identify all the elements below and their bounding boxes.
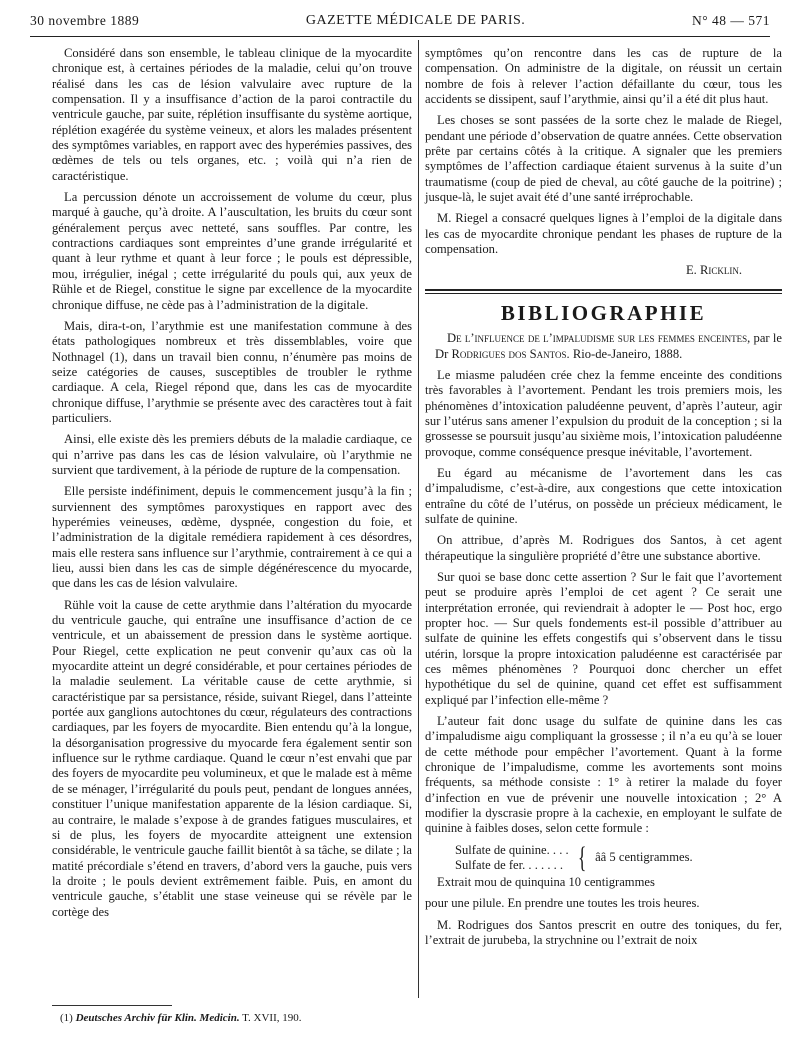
paragraph: Mais, dira-t-on, l’arythmie est une manifestation commune à des états pathologiques nombreux et très dissemblables, voire que Nothnagel (1), dans un travail bien connu, n’énumère pas moins de seize catégories de causes, susceptibles de troubler le rythme cardiaque. A cela, Riegel répond que, dans les cas de myocardite chronique diffuse, l’arythmie se présente avec des caractères tout à fait particuliers.	[52, 318, 412, 425]
left-column	[52, 46, 412, 926]
book-place: Rio-de-Janeiro, 1888.	[572, 346, 683, 361]
book-by: par le Dr	[435, 331, 782, 361]
brace-glyph: {	[577, 840, 587, 874]
prescription-formula	[455, 840, 782, 874]
footnote-source: Deutsches Archiv für Klin. Medicin.	[75, 1012, 240, 1024]
paragraph: M. Rodrigues dos Santos prescrit en outre des toniques, du fer, l’extrait de jurubeba, la strychnine ou l’extrait de noix	[425, 917, 782, 947]
formula-extract: Extrait mou de quinquina 10 centigrammes	[437, 874, 655, 889]
paragraph: Les choses se sont passées de la sorte chez le malade de Riegel, pendant une période d’observation de quatre années. Cette observation prête par certains côtés à la critique. A signaler que les premiers symptômes de l’affection cardiaque étaient survenus à la suite d’un traumatisme (coup de pied de cheval, au côté gauche de la poitrine) ; jusque-là, le sujet avait été d’une santé irréprochable.	[425, 113, 782, 205]
paragraph: Eu égard au mécanisme de l’avortement dans les cas d’impaludisme, c’est-à-dire, aux congestions que cette intoxication entraîne du côté de l’utérus, on possède un précieux médicament, le sulfate de quinine.	[425, 465, 782, 526]
author-signature: E. Ricklin.	[685, 263, 742, 278]
formula-dose: ââ 5 centigrammes.	[595, 850, 693, 865]
right-column	[425, 46, 782, 954]
formula-ingredient: Sulfate de quinine. . . .	[455, 842, 569, 857]
paragraph: Ainsi, elle existe dès les premiers débuts de la maladie cardiaque, ce qui n’arrive pas dans les cas de lésion valvulaire, où l’arythmie ne survient que tardivement, à la période de rupture de la compensation.	[52, 432, 412, 477]
paragraph: Considéré dans son ensemble, le tableau clinique de la myocardite chronique est, à certaines périodes de la maladie, celui qu’on trouve réalisé dans les cas de lésion valvulaire avec rupture de la compensation. Il y a insuffisance d’action de la paroi contractile du ventricule gauche, par suite, réplétion insuffisante du système aortique, réplétion exagérée du système veineux, et alors les malades présentent des symptômes variables, en rapport avec des hyperémies passives, des œdèmes de tels ou tels organes, etc. ; voilà qui n’a rien de caractéristique.	[52, 46, 412, 183]
book-title: De l’influence de l’impaludisme sur les femmes enceintes,	[447, 331, 751, 346]
paragraph: symptômes qu’on rencontre dans les cas de rupture de la compensation. On administre de la digitale, on réussit un certain nombre de fois à relever l’action défaillante du cœur, tous les accidents se dissipent, sauf l’arythmie, ainsi qu’il a été dit plus haut.	[425, 46, 782, 107]
paragraph: La percussion dénote un accroissement de volume du cœur, plus marqué à gauche, qu’à droite. A l’auscultation, les bruits du cœur sont généralement perçus avec netteté, sans souffles. Par contre, les contractions cardiaques sont empreintes d’une grande irrégularité et quant à leur rythme et quant à leur force ; le pouls est dépressible, mou, irrégulier, inégal ; cette irrégularité du pouls qui, aux yeux de Rühle et de Riegel, constitue le signe par excellence de la myocardite chronique diffuse, ne cède pas à l’administration de la digitale.	[52, 190, 412, 312]
paragraph: M. Riegel a consacré quelques lignes à l’emploi de la digitale dans les cas de myocardite chronique pendant les phases de rupture de la compensation.	[425, 211, 782, 257]
column-divider	[418, 40, 419, 998]
paragraph: On attribue, d’après M. Rodrigues dos Santos, à cet agent thérapeutique la singulière propriété d’être une substance abortive.	[425, 533, 782, 563]
paragraph: Rühle voit la cause de cette arythmie dans l’altération du myocarde du ventricule gauche, qui entraîne une insuffisance d’action de ce ventricule, et un abaissement de pression dans le système aortique. Pour Riegel, cette explication ne peut convenir qu’aux cas où la myocardite atteint un degré considérable, et pour certaines périodes de la maladie seulement. La véritable cause de cette arythmie, si caractéristique par sa persistance, réside, suivant Riegel, dans l’atteinte portée aux ganglions autochtones du cœur, régulateurs des contractions cardiaques, par les foyers de myocardite. Bien entendu qu’à la longue, la désorganisation progressive du myocarde fera également sentir son influence sur le rythme cardiaque. Quand le cœur n’est envahi que par des foyers de myocardite peu volumineux, et que le malade est à même de se ménager, l’irrégularité du pouls peut, pendant de longues années, constituer l’unique manifestation apparente de la lésion cardiaque. Si, au contraire, le malade s’expose à de grandes fatigues musculaires, et si de plus, les foyers de myocardite atteignent une extension considérable, le ventricule gauche faillit bientôt à sa tâche, se dilate ; la matité précordiale s’étend en travers, d’abord vers la gauche, puis vers la droite ; le pouls devient extrêmement faible. Puis, en amont du ventricule gauche, s’établit une stase veineuse qui se révèle par le cortège des	[52, 597, 412, 919]
section-separator	[425, 289, 782, 294]
footnote-volume: T. XVII, 190.	[242, 1012, 302, 1024]
header-date: 30 novembre 1889	[30, 13, 140, 28]
paragraph: Elle persiste indéfiniment, depuis le commencement jusqu’à la fin ; surviennent des symptômes paroxystiques en rapport avec des hyperémies veineuses, œdème, dyspnée, congestion du foie, et l’administration de la digitale remédiera rapidement à ces désordres, mais elle restera sans influence sur l’arythmie, contrairement à ce qui a lieu, aussi bien dans les cas de simple dégénérescence du myocarde, que dans les cas de lésion valvulaire.	[52, 484, 412, 591]
formula-instruction: pour une pilule. En prendre une toutes les trois heures.	[425, 896, 700, 911]
paragraph: L’auteur fait donc usage du sulfate de quinine dans les cas d’impaludisme aigu compliquant la grossesse ; il n’a eu qu’à se louer de cette méthode pour empêcher l’avortement. Quant à la forme chronique de l’impaludisme, comme les avortements sont moins fréquents, sa méthode consiste : 1° à retirer la malade du foyer d’infection en vue de prévenir une nouvelle intoxication ; 2° A modifier la dyscrasie propre à la cachexie, en employant le sulfate de quinine à faibles doses, selon cette formule :	[425, 714, 782, 836]
book-reference	[425, 331, 782, 362]
paragraph: Sur quoi se base donc cette assertion ? Sur le fait que l’avortement peut se produire après l’emploi de cet agent ? Ce serait une interprétation erronée, qui reviendrait à adopter le — Post hoc, ergo propter hoc. — Sur quels fondements est-il possible d’attribuer au sulfate de quinine les effets congestifs qui s’observent dans le tissu utérin, lorsque la propre intoxication paludéenne est caractérisée par ces mêmes phénomènes ? Pourquoi donc chercher un effet hypothétique du sel de quinine, quand cet effet est suffisamment expliqué par l’infection elle-même ?	[425, 569, 782, 707]
footnote	[60, 1012, 410, 1024]
footnote-marker: (1)	[60, 1012, 73, 1024]
paragraph: Le miasme paludéen crée chez la femme enceinte des conditions très favorables à l’avortement. Pendant les trois premiers mois, les phénomènes d’intoxication paludéenne peuvent, d’après l’auteur, agir sur l’utérus sans amener l’expulsion du produit de la conception ; si la grossesse se poursuit jusqu’au sixième mois, l’intoxication paludéenne provoque, comme conséquence presque inévitable, l’avortement.	[425, 367, 782, 459]
section-title: BIBLIOGRAPHIE	[500, 300, 707, 325]
running-head	[30, 10, 770, 37]
footnote-rule	[52, 1005, 172, 1006]
journal-title: GAZETTE MÉDICALE DE PARIS.	[305, 13, 526, 28]
formula-ingredient: Sulfate de fer. . . . . . .	[455, 857, 564, 872]
book-author: Rodrigues dos Santos.	[451, 346, 570, 361]
issue-page-number: N° 48 — 571	[691, 13, 770, 28]
